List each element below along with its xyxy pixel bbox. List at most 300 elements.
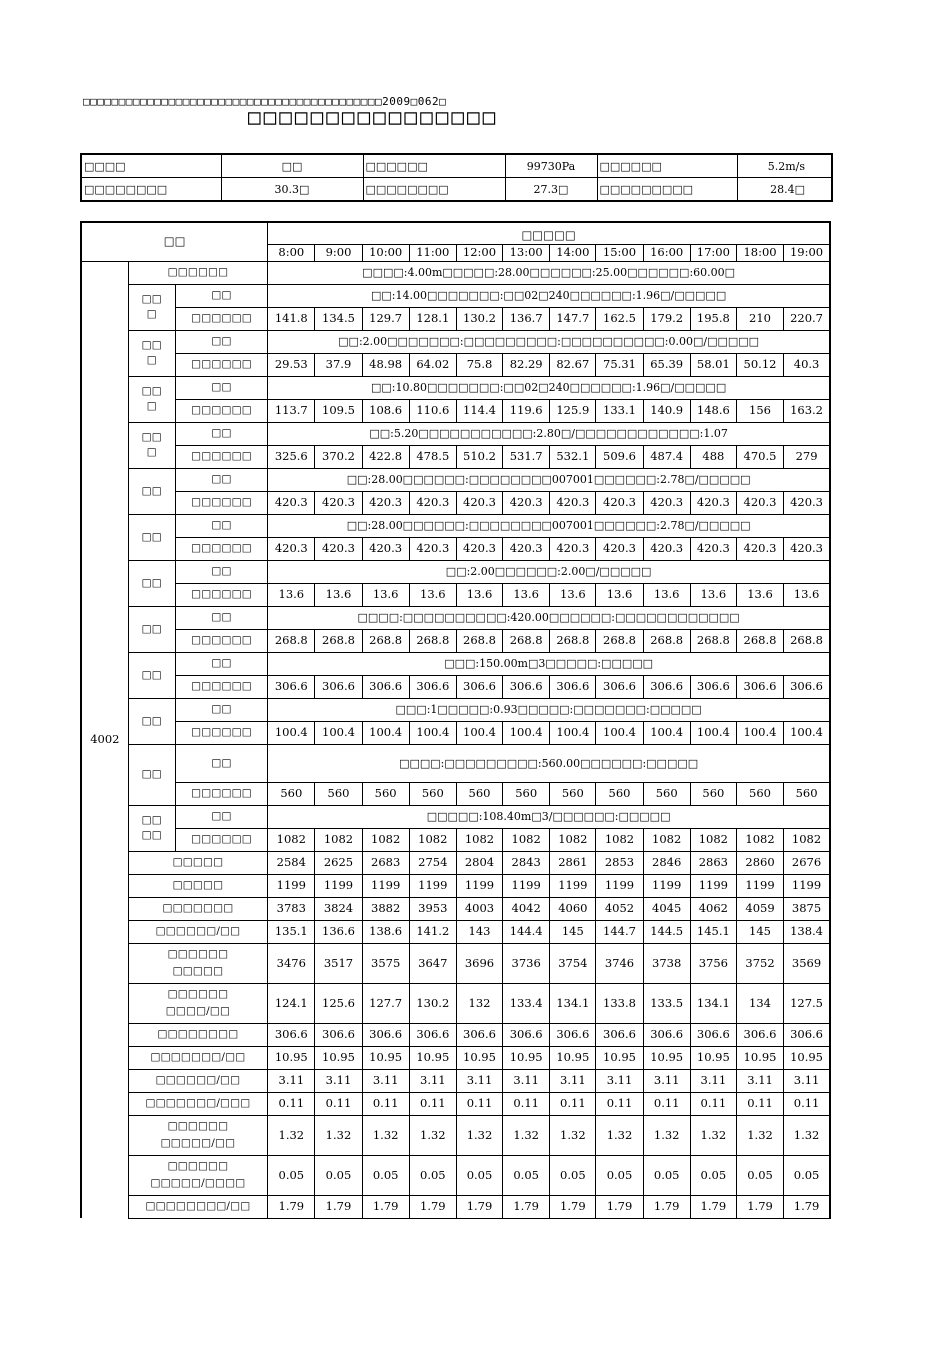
value-cell: 0.11 bbox=[736, 1092, 783, 1115]
value-cell: 29.53 bbox=[268, 353, 315, 376]
value-cell: 560 bbox=[550, 782, 596, 805]
value-cell: 3.11 bbox=[736, 1069, 783, 1092]
section-value-label: □□□□□□ bbox=[175, 353, 267, 376]
value-cell: 163.2 bbox=[784, 399, 830, 422]
header-row bbox=[81, 222, 830, 244]
value-cell: 420.3 bbox=[690, 537, 736, 560]
section-value-label: □□□□□□ bbox=[175, 828, 267, 851]
value-cell: 100.4 bbox=[503, 721, 550, 744]
time-header-cell: 8:00 bbox=[268, 244, 315, 261]
value-cell: 2754 bbox=[409, 851, 456, 874]
value-cell: 268.8 bbox=[315, 629, 362, 652]
value-cell: 510.2 bbox=[456, 445, 502, 468]
value-cell: 10.95 bbox=[315, 1046, 362, 1069]
value-cell: 420.3 bbox=[456, 491, 502, 514]
value-cell: 1199 bbox=[362, 874, 409, 897]
value-cell: 3.11 bbox=[409, 1069, 456, 1092]
value-cell: 1199 bbox=[736, 874, 783, 897]
summary-row bbox=[81, 874, 830, 897]
summary-label: □□□□□□□ bbox=[128, 897, 268, 920]
section-info-label: □□ bbox=[175, 698, 267, 721]
value-cell: 420.3 bbox=[268, 491, 315, 514]
section-value-row bbox=[81, 353, 830, 376]
value-cell: 108.6 bbox=[362, 399, 409, 422]
value-cell: 141.2 bbox=[409, 920, 456, 943]
value-cell: 0.11 bbox=[456, 1092, 502, 1115]
value-cell: 3756 bbox=[690, 943, 736, 983]
value-cell: 1082 bbox=[784, 828, 830, 851]
cond-value: 28.4□ bbox=[737, 178, 832, 202]
value-cell: 560 bbox=[268, 782, 315, 805]
value-cell: 1.32 bbox=[362, 1115, 409, 1155]
value-cell: 10.95 bbox=[456, 1046, 502, 1069]
value-cell: 1.79 bbox=[736, 1195, 783, 1218]
building-info-label: □□□□□□ bbox=[128, 261, 268, 284]
value-cell: 268.8 bbox=[362, 629, 409, 652]
value-cell: 0.05 bbox=[784, 1155, 830, 1195]
value-cell: 306.6 bbox=[503, 1023, 550, 1046]
section-info-text: □□:14.00□□□□□□□:□□02□240□□□□□□:1.96□/□□□□□ bbox=[268, 284, 830, 307]
section-info-row bbox=[81, 422, 830, 445]
value-cell: 1082 bbox=[550, 828, 596, 851]
value-cell: 1.32 bbox=[784, 1115, 830, 1155]
value-cell: 195.8 bbox=[690, 307, 736, 330]
value-cell: 1.32 bbox=[596, 1115, 643, 1155]
value-cell: 420.3 bbox=[736, 491, 783, 514]
value-cell: 109.5 bbox=[315, 399, 362, 422]
section-info-row bbox=[81, 514, 830, 537]
value-cell: 110.6 bbox=[409, 399, 456, 422]
value-cell: 420.3 bbox=[550, 491, 596, 514]
value-cell: 420.3 bbox=[550, 537, 596, 560]
value-cell: 1.32 bbox=[643, 1115, 690, 1155]
value-cell: 3882 bbox=[362, 897, 409, 920]
document-subtitle: □□□□□□□□□□□□□□□□□□□□□□□□□□□□□□□□□□□□□□□□□□2009□062□ bbox=[83, 95, 447, 108]
value-cell: 1.79 bbox=[503, 1195, 550, 1218]
value-cell: 100.4 bbox=[784, 721, 830, 744]
value-cell: 133.5 bbox=[643, 983, 690, 1023]
value-cell: 133.1 bbox=[596, 399, 643, 422]
value-cell: 1.32 bbox=[550, 1115, 596, 1155]
value-cell: 1199 bbox=[643, 874, 690, 897]
section-name: □□ bbox=[128, 744, 175, 805]
value-cell: 2683 bbox=[362, 851, 409, 874]
time-header-cell: 12:00 bbox=[456, 244, 502, 261]
section-value-row bbox=[81, 307, 830, 330]
value-cell: 420.3 bbox=[268, 537, 315, 560]
value-cell: 100.4 bbox=[362, 721, 409, 744]
value-cell: 10.95 bbox=[596, 1046, 643, 1069]
time-header-cell: 11:00 bbox=[409, 244, 456, 261]
value-cell: 560 bbox=[784, 782, 830, 805]
summary-row bbox=[81, 1115, 830, 1155]
value-cell: 560 bbox=[736, 782, 783, 805]
value-cell: 268.8 bbox=[736, 629, 783, 652]
header-label: □□ bbox=[81, 222, 268, 261]
value-cell: 3738 bbox=[643, 943, 690, 983]
value-cell: 1.79 bbox=[643, 1195, 690, 1218]
value-cell: 100.4 bbox=[409, 721, 456, 744]
summary-label: □□□□□□/□□ bbox=[128, 920, 268, 943]
value-cell: 0.05 bbox=[550, 1155, 596, 1195]
time-header-cell: 16:00 bbox=[643, 244, 690, 261]
value-cell: 4042 bbox=[503, 897, 550, 920]
value-cell: 135.1 bbox=[268, 920, 315, 943]
section-info-text: □□□□:□□□□□□□□□□:420.00□□□□□□:□□□□□□□□□□□□ bbox=[268, 606, 830, 629]
value-cell: 75.31 bbox=[596, 353, 643, 376]
section-value-row bbox=[81, 629, 830, 652]
cond-value: 99730Pa bbox=[505, 154, 597, 178]
value-cell: 113.7 bbox=[268, 399, 315, 422]
summary-label: □□□□□□□□/□□ bbox=[128, 1195, 268, 1218]
value-cell: 420.3 bbox=[503, 491, 550, 514]
section-value-row bbox=[81, 782, 830, 805]
value-cell: 141.8 bbox=[268, 307, 315, 330]
section-value-row bbox=[81, 828, 830, 851]
summary-label: □□□□□□ □□□□/□□ bbox=[128, 983, 268, 1023]
time-group-label: □□□□□ bbox=[268, 222, 830, 244]
value-cell: 1082 bbox=[643, 828, 690, 851]
value-cell: 3569 bbox=[784, 943, 830, 983]
value-cell: 420.3 bbox=[362, 537, 409, 560]
value-cell: 532.1 bbox=[550, 445, 596, 468]
cond-label: □□□□□□ bbox=[363, 154, 505, 178]
value-cell: 420.3 bbox=[315, 491, 362, 514]
section-value-label: □□□□□□ bbox=[175, 782, 267, 805]
section-value-row bbox=[81, 445, 830, 468]
value-cell: 1082 bbox=[736, 828, 783, 851]
value-cell: 560 bbox=[596, 782, 643, 805]
value-cell: 3746 bbox=[596, 943, 643, 983]
value-cell: 179.2 bbox=[643, 307, 690, 330]
value-cell: 4059 bbox=[736, 897, 783, 920]
value-cell: 3736 bbox=[503, 943, 550, 983]
value-cell: 0.11 bbox=[315, 1092, 362, 1115]
value-cell: 0.05 bbox=[409, 1155, 456, 1195]
value-cell: 0.11 bbox=[784, 1092, 830, 1115]
section-value-label: □□□□□□ bbox=[175, 491, 267, 514]
section-name: □□ bbox=[128, 514, 175, 560]
value-cell: 3.11 bbox=[784, 1069, 830, 1092]
value-cell: 1199 bbox=[550, 874, 596, 897]
section-info-row bbox=[81, 744, 830, 782]
value-cell: 145.1 bbox=[690, 920, 736, 943]
value-cell: 100.4 bbox=[643, 721, 690, 744]
value-cell: 1199 bbox=[268, 874, 315, 897]
summary-label: □□□□□□/□□ bbox=[128, 1069, 268, 1092]
value-cell: 1.79 bbox=[550, 1195, 596, 1218]
value-cell: 306.6 bbox=[736, 1023, 783, 1046]
value-cell: 2584 bbox=[268, 851, 315, 874]
time-header-cell: 18:00 bbox=[736, 244, 783, 261]
value-cell: 1199 bbox=[456, 874, 502, 897]
value-cell: 420.3 bbox=[736, 537, 783, 560]
value-cell: 75.8 bbox=[456, 353, 502, 376]
value-cell: 0.05 bbox=[643, 1155, 690, 1195]
value-cell: 531.7 bbox=[503, 445, 550, 468]
value-cell: 1199 bbox=[784, 874, 830, 897]
value-cell: 422.8 bbox=[362, 445, 409, 468]
building-id: 4002 bbox=[81, 261, 128, 1218]
value-cell: 3.11 bbox=[550, 1069, 596, 1092]
section-value-label: □□□□□□ bbox=[175, 537, 267, 560]
value-cell: 268.8 bbox=[503, 629, 550, 652]
section-info-row bbox=[81, 284, 830, 307]
value-cell: 1.79 bbox=[456, 1195, 502, 1218]
value-cell: 370.2 bbox=[315, 445, 362, 468]
value-cell: 268.8 bbox=[409, 629, 456, 652]
value-cell: 82.67 bbox=[550, 353, 596, 376]
section-info-label: □□ bbox=[175, 376, 267, 399]
value-cell: 306.6 bbox=[690, 675, 736, 698]
value-cell: 3824 bbox=[315, 897, 362, 920]
value-cell: 306.6 bbox=[362, 1023, 409, 1046]
value-cell: 560 bbox=[643, 782, 690, 805]
value-cell: 130.2 bbox=[409, 983, 456, 1023]
value-cell: 420.3 bbox=[784, 537, 830, 560]
cond-label: □□□□□□□□□ bbox=[597, 178, 737, 202]
value-cell: 268.8 bbox=[784, 629, 830, 652]
document-title: □□□□□□□□□□□□□□□□ bbox=[248, 105, 499, 129]
value-cell: 128.1 bbox=[409, 307, 456, 330]
section-info-row bbox=[81, 376, 830, 399]
cond-value: 5.2m/s bbox=[737, 154, 832, 178]
value-cell: 3476 bbox=[268, 943, 315, 983]
value-cell: 10.95 bbox=[503, 1046, 550, 1069]
value-cell: 306.6 bbox=[784, 675, 830, 698]
value-cell: 3.11 bbox=[268, 1069, 315, 1092]
section-name: □□ bbox=[128, 652, 175, 698]
section-info-label: □□ bbox=[175, 606, 267, 629]
value-cell: 134 bbox=[736, 983, 783, 1023]
section-value-label: □□□□□□ bbox=[175, 675, 267, 698]
value-cell: 306.6 bbox=[268, 675, 315, 698]
conditions-table bbox=[80, 153, 833, 202]
section-info-text: □□□□□:108.40m□3/□□□□□□:□□□□□ bbox=[268, 805, 830, 828]
time-header-cell: 14:00 bbox=[550, 244, 596, 261]
value-cell: 306.6 bbox=[268, 1023, 315, 1046]
value-cell: 2861 bbox=[550, 851, 596, 874]
value-cell: 4003 bbox=[456, 897, 502, 920]
value-cell: 2853 bbox=[596, 851, 643, 874]
value-cell: 2860 bbox=[736, 851, 783, 874]
value-cell: 10.95 bbox=[362, 1046, 409, 1069]
section-info-text: □□□□:□□□□□□□□□:560.00□□□□□□:□□□□□ bbox=[268, 744, 830, 782]
value-cell: 1.32 bbox=[268, 1115, 315, 1155]
value-cell: 3754 bbox=[550, 943, 596, 983]
value-cell: 1082 bbox=[268, 828, 315, 851]
value-cell: 144.4 bbox=[503, 920, 550, 943]
value-cell: 4052 bbox=[596, 897, 643, 920]
section-info-label: □□ bbox=[175, 468, 267, 491]
value-cell: 4062 bbox=[690, 897, 736, 920]
value-cell: 10.95 bbox=[736, 1046, 783, 1069]
value-cell: 125.9 bbox=[550, 399, 596, 422]
value-cell: 3.11 bbox=[315, 1069, 362, 1092]
building-info-text: □□□□:4.00m□□□□□:28.00□□□□□□:25.00□□□□□□:60.00□ bbox=[268, 261, 830, 284]
time-header-cell: 9:00 bbox=[315, 244, 362, 261]
summary-row bbox=[81, 983, 830, 1023]
value-cell: 0.05 bbox=[503, 1155, 550, 1195]
value-cell: 268.8 bbox=[596, 629, 643, 652]
section-info-label: □□ bbox=[175, 744, 267, 782]
value-cell: 156 bbox=[736, 399, 783, 422]
value-cell: 306.6 bbox=[456, 675, 502, 698]
section-name: □□ bbox=[128, 698, 175, 744]
time-header-cell: 10:00 bbox=[362, 244, 409, 261]
value-cell: 82.29 bbox=[503, 353, 550, 376]
value-cell: 0.11 bbox=[550, 1092, 596, 1115]
value-cell: 136.6 bbox=[315, 920, 362, 943]
value-cell: 10.95 bbox=[409, 1046, 456, 1069]
value-cell: 134.5 bbox=[315, 307, 362, 330]
value-cell: 0.11 bbox=[596, 1092, 643, 1115]
value-cell: 144.7 bbox=[596, 920, 643, 943]
value-cell: 143 bbox=[456, 920, 502, 943]
value-cell: 13.6 bbox=[503, 583, 550, 606]
value-cell: 1.79 bbox=[596, 1195, 643, 1218]
section-name: □□ □ bbox=[128, 330, 175, 376]
cond-label: □□□□□□□□ bbox=[81, 178, 221, 202]
section-info-label: □□ bbox=[175, 284, 267, 307]
value-cell: 560 bbox=[503, 782, 550, 805]
summary-row bbox=[81, 1046, 830, 1069]
summary-label: □□□□□□□/□□□ bbox=[128, 1092, 268, 1115]
value-cell: 470.5 bbox=[736, 445, 783, 468]
value-cell: 138.6 bbox=[362, 920, 409, 943]
time-header-cell: 13:00 bbox=[503, 244, 550, 261]
value-cell: 48.98 bbox=[362, 353, 409, 376]
value-cell: 1.79 bbox=[362, 1195, 409, 1218]
cooling-load-table bbox=[80, 221, 831, 1219]
value-cell: 124.1 bbox=[268, 983, 315, 1023]
summary-label: □□□□□□ □□□□□/□□ bbox=[128, 1115, 268, 1155]
cond-label: □□□□ bbox=[81, 154, 221, 178]
section-name: □□ bbox=[128, 560, 175, 606]
value-cell: 210 bbox=[736, 307, 783, 330]
summary-label: □□□□□ bbox=[128, 851, 268, 874]
conditions-row-2 bbox=[81, 178, 832, 202]
value-cell: 132 bbox=[456, 983, 502, 1023]
value-cell: 1199 bbox=[690, 874, 736, 897]
section-info-row bbox=[81, 560, 830, 583]
value-cell: 420.3 bbox=[315, 537, 362, 560]
value-cell: 148.6 bbox=[690, 399, 736, 422]
value-cell: 3752 bbox=[736, 943, 783, 983]
section-info-text: □□:2.00□□□□□□□:□□□□□□□□□:□□□□□□□□□□:0.00□/□□□□□ bbox=[268, 330, 830, 353]
value-cell: 100.4 bbox=[690, 721, 736, 744]
value-cell: 306.6 bbox=[503, 675, 550, 698]
value-cell: 13.6 bbox=[550, 583, 596, 606]
value-cell: 560 bbox=[362, 782, 409, 805]
section-info-text: □□:10.80□□□□□□□:□□02□240□□□□□□:1.96□/□□□□□ bbox=[268, 376, 830, 399]
section-name: □□ bbox=[128, 468, 175, 514]
value-cell: 488 bbox=[690, 445, 736, 468]
section-name: □□ □ bbox=[128, 284, 175, 330]
section-info-label: □□ bbox=[175, 652, 267, 675]
value-cell: 13.6 bbox=[268, 583, 315, 606]
summary-row bbox=[81, 943, 830, 983]
value-cell: 138.4 bbox=[784, 920, 830, 943]
value-cell: 1.32 bbox=[736, 1115, 783, 1155]
section-info-text: □□□:1□□□□□:0.93□□□□□:□□□□□□□:□□□□□ bbox=[268, 698, 830, 721]
value-cell: 420.3 bbox=[456, 537, 502, 560]
value-cell: 144.5 bbox=[643, 920, 690, 943]
value-cell: 420.3 bbox=[643, 491, 690, 514]
value-cell: 1.79 bbox=[690, 1195, 736, 1218]
value-cell: 420.3 bbox=[690, 491, 736, 514]
value-cell: 1199 bbox=[409, 874, 456, 897]
value-cell: 13.6 bbox=[736, 583, 783, 606]
section-value-label: □□□□□□ bbox=[175, 583, 267, 606]
section-value-row bbox=[81, 399, 830, 422]
value-cell: 10.95 bbox=[268, 1046, 315, 1069]
value-cell: 3696 bbox=[456, 943, 502, 983]
value-cell: 420.3 bbox=[784, 491, 830, 514]
value-cell: 145 bbox=[550, 920, 596, 943]
value-cell: 1.79 bbox=[409, 1195, 456, 1218]
value-cell: 3.11 bbox=[456, 1069, 502, 1092]
value-cell: 1082 bbox=[409, 828, 456, 851]
value-cell: 10.95 bbox=[690, 1046, 736, 1069]
section-name: □□ bbox=[128, 606, 175, 652]
value-cell: 1.79 bbox=[784, 1195, 830, 1218]
value-cell: 0.11 bbox=[362, 1092, 409, 1115]
summary-row bbox=[81, 1155, 830, 1195]
time-header-cell: 19:00 bbox=[784, 244, 830, 261]
section-info-row bbox=[81, 698, 830, 721]
value-cell: 13.6 bbox=[456, 583, 502, 606]
summary-label: □□□□□□□/□□ bbox=[128, 1046, 268, 1069]
section-value-row bbox=[81, 721, 830, 744]
value-cell: 306.6 bbox=[362, 675, 409, 698]
value-cell: 127.7 bbox=[362, 983, 409, 1023]
value-cell: 0.05 bbox=[315, 1155, 362, 1195]
value-cell: 420.3 bbox=[503, 537, 550, 560]
value-cell: 306.6 bbox=[409, 1023, 456, 1046]
value-cell: 2804 bbox=[456, 851, 502, 874]
value-cell: 0.05 bbox=[596, 1155, 643, 1195]
value-cell: 0.11 bbox=[268, 1092, 315, 1115]
value-cell: 420.3 bbox=[596, 537, 643, 560]
value-cell: 114.4 bbox=[456, 399, 502, 422]
value-cell: 4045 bbox=[643, 897, 690, 920]
value-cell: 1082 bbox=[456, 828, 502, 851]
value-cell: 0.05 bbox=[736, 1155, 783, 1195]
value-cell: 325.6 bbox=[268, 445, 315, 468]
section-name: □□ □ bbox=[128, 376, 175, 422]
value-cell: 129.7 bbox=[362, 307, 409, 330]
value-cell: 1.79 bbox=[268, 1195, 315, 1218]
value-cell: 1.32 bbox=[456, 1115, 502, 1155]
value-cell: 127.5 bbox=[784, 983, 830, 1023]
value-cell: 64.02 bbox=[409, 353, 456, 376]
summary-row bbox=[81, 1069, 830, 1092]
value-cell: 1199 bbox=[596, 874, 643, 897]
value-cell: 306.6 bbox=[550, 675, 596, 698]
section-value-label: □□□□□□ bbox=[175, 307, 267, 330]
value-cell: 1199 bbox=[315, 874, 362, 897]
summary-label: □□□□□□□□ bbox=[128, 1023, 268, 1046]
value-cell: 1082 bbox=[503, 828, 550, 851]
building-info-row bbox=[81, 261, 830, 284]
value-cell: 560 bbox=[315, 782, 362, 805]
value-cell: 0.05 bbox=[362, 1155, 409, 1195]
time-header-cell: 17:00 bbox=[690, 244, 736, 261]
value-cell: 3953 bbox=[409, 897, 456, 920]
value-cell: 125.6 bbox=[315, 983, 362, 1023]
value-cell: 0.05 bbox=[456, 1155, 502, 1195]
